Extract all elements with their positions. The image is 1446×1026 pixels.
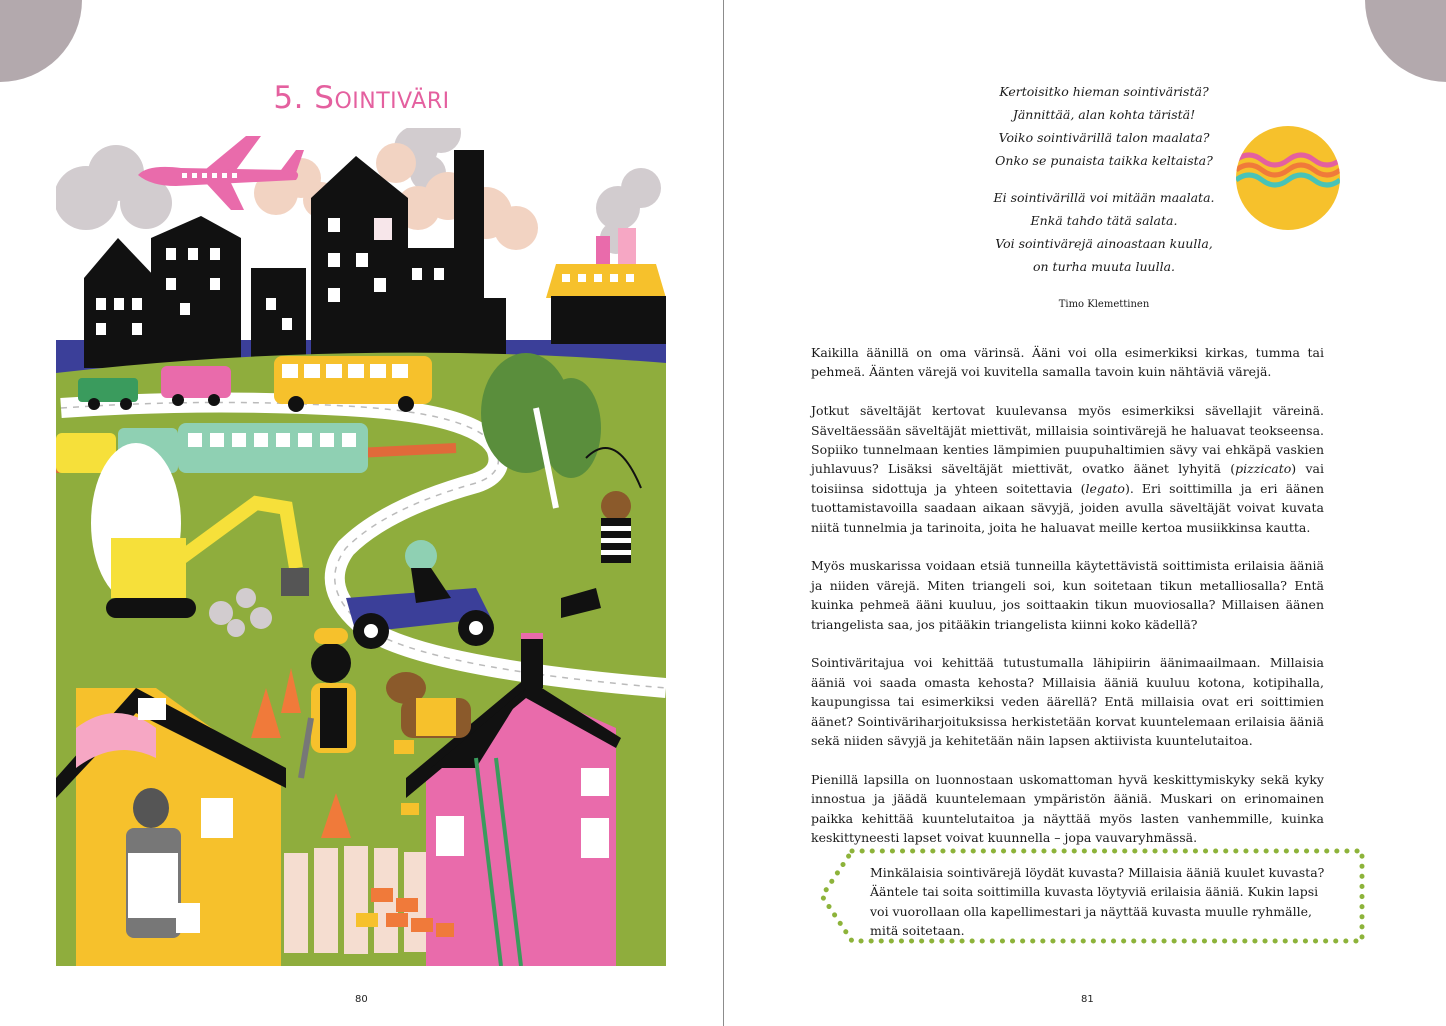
poem-stanza (954, 186, 1254, 278)
poem-line: Voiko sointivärillä talon maalata? (998, 130, 1210, 145)
town-illustration (56, 128, 666, 966)
italic-term: legato (1085, 480, 1125, 496)
chapter-title: 5. Sointiväri (273, 80, 450, 116)
body-text (811, 343, 1324, 867)
poem-line: Ei sointivärillä voi mitään maalata. (993, 190, 1215, 205)
corner-decoration (1365, 0, 1446, 82)
callout-line: Minkälaisia sointivärejä löydät kuvasta? Millaisia ääniä kuulet kuvasta? (870, 865, 1325, 880)
paragraph: Pienillä lapsilla on luonnostaan uskomattoman hyvä keskittymiskyky sekä kyky innostua ja jäädä kuuntelemaan ympäristön ääniä. Muskari on erinomainen paikka kehittää kuuntelutaitoa ja näyttää myös lasten vanhemmille, kuinka keskittyneesti lapset voivat kuunnella – jopa vauvaryhmässä. (811, 771, 1324, 846)
callout-text (870, 863, 1340, 941)
corner-decoration (0, 0, 82, 82)
poem-line: on turha muuta luulla. (1033, 259, 1175, 274)
paragraph: Myös muskarissa voidaan etsiä tunneilla käytettävistä soittimista erilaisia ääniä ja niiden värejä. Miten triangeli soi, kun soitetaan tikun metalliosalla? Entä kuinka pehmeä ääni kuuluu, jos soittaakin tikun muoviosalla? Millaisen äänen triangelista saa, jos pitääkin triangelista kiinni koko kädellä? (811, 558, 1324, 632)
poem-author: Timo Klemettinen (1058, 299, 1150, 310)
poem-line: Kertoisitko hieman sointiväristä? (999, 84, 1209, 99)
right-page (724, 0, 1446, 1026)
paragraph: Jotkut säveltäjät kertovat kuulevansa myös esimerkiksi sävellajit väreinä. Säveltäessään säveltäjät miettivät, millaisia sointivärejä he haluavat teokseensa. Sopiiko tunnelmaan kenties lämpimien puupuhaltimien sävy vai ehkäpä vaskien juhlavuus? Lisäksi säveltäjät miettivät, ovatko äänet lyhyitä (pizzicato) vai toisiinsa sidottuja ja yhteen soitettavia (legato). Eri soittimilla ja eri äänen tuottamistavoilla saadaan aikaan sävyjä, joiden avulla säveltäjät voivat kuvata niitä tunnelmia ja tarinoita, joita he haluavat meille kertoa musiikkinsa kautta. (811, 403, 1324, 535)
paragraph: Kaikilla äänillä on oma värinsä. Ääni voi olla esimerkiksi kirkas, tumma tai pehmeä. Äänten värejä voi kuvitella samalla tavoin kuin nähtäviä värejä. (811, 345, 1324, 380)
poem-line: Onko se punaista taikka keltaista? (995, 153, 1213, 168)
callout-line: Ääntele tai soita soittimilla kuvasta löytyviä erilaisia ääniä. Kukin lapsi voi vuorollaan olla kapellimestari ja näyttää kuvasta muulle ryhmälle, mitä soitetaan. (870, 884, 1319, 939)
italic-term: pizzicato (1235, 461, 1292, 477)
wavy-sun-icon (1236, 126, 1340, 230)
callout-box (818, 846, 1366, 946)
poem (954, 80, 1254, 292)
poem-line: Enkä tahdo tätä salata. (1030, 213, 1178, 228)
page-number: 80 (355, 994, 368, 1005)
poem-line: Jännittää, alan kohta täristä! (1012, 107, 1196, 122)
poem-stanza (954, 80, 1254, 172)
page-number: 81 (1081, 994, 1094, 1005)
poem-line: Voi sointivärejä ainoastaan kuulla, (995, 236, 1213, 251)
paragraph: Sointiväritajua voi kehittää tutustumalla lähipiirin äänimaailmaan. Millaisia ääniä voi saada omasta kehosta? Millaisia ääniä kuuluu kotona, kotipihalla, kaupungissa tai esimerkiksi veden äärellä? Entä millaisia ovat eri soittimien äänet? Sointiväriharjoituksissa herkistetään korvat kuuntelemaan erilaisia ääniä sekä niiden sävyjä ja kehitetään näin lapsen aktiivista kuuntelutaitoa. (811, 655, 1324, 749)
